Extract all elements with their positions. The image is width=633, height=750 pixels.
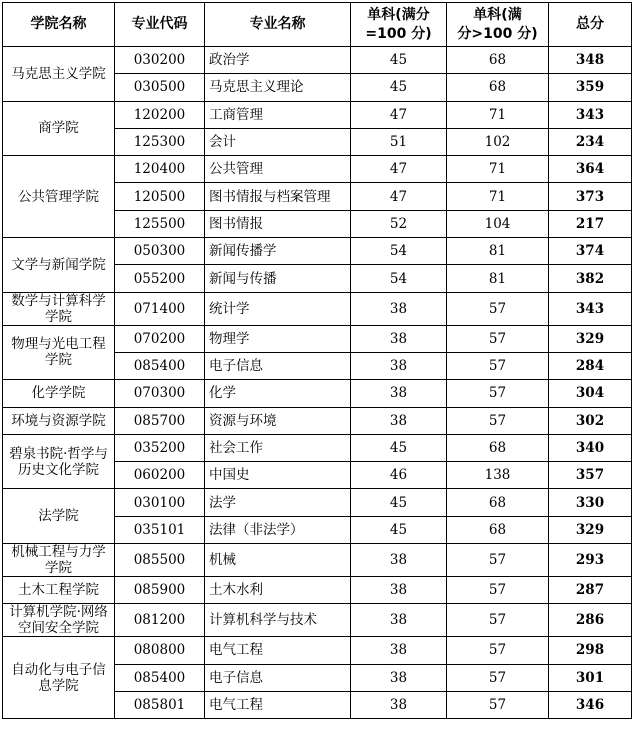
school-name-cell: 公共管理学院 [3, 156, 115, 238]
total-cell: 298 [549, 637, 632, 664]
major-cell: 机械 [205, 544, 351, 577]
single-over-100-cell: 71 [447, 183, 549, 210]
major-cell: 工商管理 [205, 101, 351, 128]
single-100-cell: 47 [351, 183, 447, 210]
header-row [3, 3, 632, 47]
single-100-cell: 38 [351, 407, 447, 434]
code-cell: 055200 [115, 265, 205, 292]
single-100-cell: 38 [351, 380, 447, 407]
single-100-cell: 38 [351, 577, 447, 604]
major-cell: 公共管理 [205, 156, 351, 183]
single-100-cell: 38 [351, 691, 447, 718]
major-cell: 法学 [205, 489, 351, 516]
single-100-cell: 45 [351, 489, 447, 516]
major-cell: 图书情报 [205, 210, 351, 237]
table-row [3, 604, 632, 637]
major-cell: 马克思主义理论 [205, 74, 351, 101]
single-over-100-cell: 68 [447, 74, 549, 101]
school-name-cell: 物理与光电工程学院 [3, 325, 115, 380]
single-100-cell: 38 [351, 664, 447, 691]
single-100-cell: 38 [351, 292, 447, 325]
code-cell: 085801 [115, 691, 205, 718]
single-100-cell: 52 [351, 210, 447, 237]
major-cell: 统计学 [205, 292, 351, 325]
single-over-100-cell: 102 [447, 128, 549, 155]
major-cell: 化学 [205, 380, 351, 407]
total-cell: 234 [549, 128, 632, 155]
single-over-100-cell: 57 [447, 380, 549, 407]
table-row [3, 380, 632, 407]
code-cell: 085500 [115, 544, 205, 577]
table-row [3, 292, 632, 325]
single-over-100-cell: 57 [447, 604, 549, 637]
code-cell: 080800 [115, 637, 205, 664]
total-cell: 286 [549, 604, 632, 637]
single-100-cell: 45 [351, 516, 447, 543]
school-name-cell: 计算机学院·网络空间安全学院 [3, 604, 115, 637]
single-over-100-cell: 81 [447, 238, 549, 265]
code-cell: 125500 [115, 210, 205, 237]
single-100-cell: 47 [351, 156, 447, 183]
header-single-100 [351, 3, 447, 47]
total-cell: 357 [549, 462, 632, 489]
major-cell: 电气工程 [205, 637, 351, 664]
major-cell: 物理学 [205, 325, 351, 352]
table-row [3, 489, 632, 516]
single-100-cell: 38 [351, 544, 447, 577]
total-cell: 373 [549, 183, 632, 210]
table-row [3, 434, 632, 461]
total-cell: 217 [549, 210, 632, 237]
single-100-cell: 38 [351, 325, 447, 352]
single-over-100-cell: 57 [447, 577, 549, 604]
single-over-100-cell: 57 [447, 292, 549, 325]
school-name-cell: 马克思主义学院 [3, 47, 115, 102]
code-cell: 120400 [115, 156, 205, 183]
total-cell: 284 [549, 352, 632, 379]
total-cell: 287 [549, 577, 632, 604]
total-cell: 301 [549, 664, 632, 691]
table-row [3, 637, 632, 664]
single-over-100-cell: 104 [447, 210, 549, 237]
total-cell: 346 [549, 691, 632, 718]
table-row [3, 577, 632, 604]
table-row [3, 544, 632, 577]
code-cell: 071400 [115, 292, 205, 325]
code-cell: 120200 [115, 101, 205, 128]
code-cell: 085400 [115, 664, 205, 691]
header-school: 学院名称 [3, 3, 115, 47]
single-over-100-cell: 68 [447, 489, 549, 516]
major-cell: 电子信息 [205, 664, 351, 691]
single-100-cell: 54 [351, 265, 447, 292]
table-row [3, 407, 632, 434]
single-100-cell: 46 [351, 462, 447, 489]
total-cell: 348 [549, 47, 632, 74]
school-name-cell: 化学学院 [3, 380, 115, 407]
single-100-cell: 38 [351, 604, 447, 637]
total-cell: 343 [549, 101, 632, 128]
header-total: 总分 [549, 3, 632, 47]
major-cell: 土木水利 [205, 577, 351, 604]
total-cell: 329 [549, 516, 632, 543]
score-table [2, 2, 632, 719]
total-cell: 293 [549, 544, 632, 577]
major-cell: 会计 [205, 128, 351, 155]
total-cell: 374 [549, 238, 632, 265]
code-cell: 070300 [115, 380, 205, 407]
single-100-cell: 45 [351, 434, 447, 461]
total-cell: 340 [549, 434, 632, 461]
major-cell: 电子信息 [205, 352, 351, 379]
code-cell: 125300 [115, 128, 205, 155]
school-name-cell: 机械工程与力学学院 [3, 544, 115, 577]
total-cell: 364 [549, 156, 632, 183]
major-cell: 新闻与传播 [205, 265, 351, 292]
table-body [3, 47, 632, 719]
single-over-100-cell: 57 [447, 637, 549, 664]
header-single-over-100-line1: 单科(满 [473, 6, 522, 23]
school-name-cell: 环境与资源学院 [3, 407, 115, 434]
code-cell: 030200 [115, 47, 205, 74]
major-cell: 政治学 [205, 47, 351, 74]
major-cell: 新闻传播学 [205, 238, 351, 265]
total-cell: 382 [549, 265, 632, 292]
code-cell: 030100 [115, 489, 205, 516]
table-row [3, 101, 632, 128]
table-row [3, 325, 632, 352]
total-cell: 359 [549, 74, 632, 101]
school-name-cell: 法学院 [3, 489, 115, 544]
major-cell: 图书情报与档案管理 [205, 183, 351, 210]
single-over-100-cell: 68 [447, 47, 549, 74]
single-over-100-cell: 57 [447, 544, 549, 577]
code-cell: 070200 [115, 325, 205, 352]
major-cell: 电气工程 [205, 691, 351, 718]
single-100-cell: 47 [351, 101, 447, 128]
code-cell: 085900 [115, 577, 205, 604]
header-code: 专业代码 [115, 3, 205, 47]
code-cell: 120500 [115, 183, 205, 210]
header-single-over-100 [447, 3, 549, 47]
single-100-cell: 54 [351, 238, 447, 265]
single-over-100-cell: 138 [447, 462, 549, 489]
major-cell: 资源与环境 [205, 407, 351, 434]
code-cell: 035101 [115, 516, 205, 543]
table-row [3, 47, 632, 74]
total-cell: 330 [549, 489, 632, 516]
single-over-100-cell: 71 [447, 101, 549, 128]
single-over-100-cell: 81 [447, 265, 549, 292]
code-cell: 081200 [115, 604, 205, 637]
single-over-100-cell: 57 [447, 325, 549, 352]
code-cell: 085400 [115, 352, 205, 379]
table-row [3, 156, 632, 183]
total-cell: 304 [549, 380, 632, 407]
school-name-cell: 土木工程学院 [3, 577, 115, 604]
single-over-100-cell: 68 [447, 516, 549, 543]
single-over-100-cell: 57 [447, 407, 549, 434]
school-name-cell: 自动化与电子信息学院 [3, 637, 115, 719]
major-cell: 社会工作 [205, 434, 351, 461]
code-cell: 060200 [115, 462, 205, 489]
single-over-100-cell: 68 [447, 434, 549, 461]
total-cell: 329 [549, 325, 632, 352]
code-cell: 050300 [115, 238, 205, 265]
school-name-cell: 文学与新闻学院 [3, 238, 115, 293]
single-over-100-cell: 57 [447, 691, 549, 718]
single-100-cell: 51 [351, 128, 447, 155]
single-100-cell: 45 [351, 74, 447, 101]
single-100-cell: 45 [351, 47, 447, 74]
single-over-100-cell: 57 [447, 664, 549, 691]
header-single-over-100-line2: 分>100 分) [457, 25, 538, 42]
school-name-cell: 碧泉书院·哲学与历史文化学院 [3, 434, 115, 489]
code-cell: 030500 [115, 74, 205, 101]
major-cell: 中国史 [205, 462, 351, 489]
total-cell: 302 [549, 407, 632, 434]
school-name-cell: 商学院 [3, 101, 115, 156]
major-cell: 计算机科学与技术 [205, 604, 351, 637]
school-name-cell: 数学与计算科学学院 [3, 292, 115, 325]
code-cell: 085700 [115, 407, 205, 434]
major-cell: 法律（非法学） [205, 516, 351, 543]
header-single-100-line2: =100 分) [365, 25, 432, 42]
header-single-100-line1: 单科(满分 [367, 6, 430, 23]
code-cell: 035200 [115, 434, 205, 461]
table-row [3, 238, 632, 265]
header-major: 专业名称 [205, 3, 351, 47]
single-over-100-cell: 71 [447, 156, 549, 183]
single-over-100-cell: 57 [447, 352, 549, 379]
single-100-cell: 38 [351, 352, 447, 379]
single-100-cell: 38 [351, 637, 447, 664]
total-cell: 343 [549, 292, 632, 325]
